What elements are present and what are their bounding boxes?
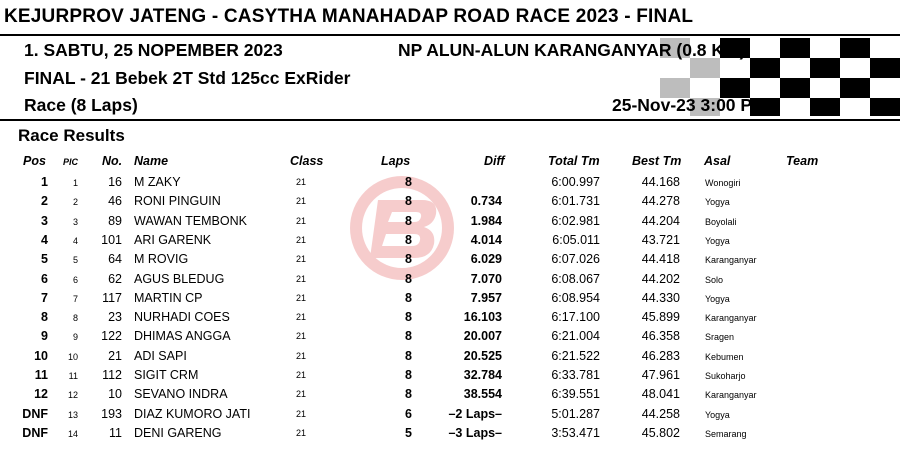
row-laps: 8: [405, 271, 412, 286]
row-pic: 2: [72, 197, 78, 208]
row-class: 21: [296, 196, 307, 207]
row-total-time: 6:17.100: [551, 310, 600, 325]
title-divider: [0, 34, 900, 36]
row-diff: 32.784: [463, 368, 502, 382]
row-laps: 8: [405, 213, 412, 228]
checker-square: [780, 38, 810, 58]
row-origin: Yogya: [705, 235, 730, 246]
venue: NP ALUN-ALUN KARANGANYAR (0.8 Km): [398, 40, 746, 60]
table-row: [0, 405, 900, 424]
event-title: KEJURPROV JATENG - CASYTHA MANAHADAP ROAD RACE 2023 - FINAL: [4, 6, 694, 27]
checker-square: [780, 78, 810, 98]
row-name: DHIMAS ANGGA: [134, 329, 231, 344]
row-origin: Kebumen: [705, 351, 744, 362]
checker-square: [810, 58, 840, 78]
row-origin: Yogya: [705, 197, 730, 208]
row-pos: 1: [41, 175, 48, 189]
row-class: 21: [296, 254, 307, 265]
row-origin: Yogya: [705, 409, 730, 420]
row-pos: DNF: [22, 425, 48, 440]
col-best: Best Tm: [632, 154, 682, 168]
row-diff: 20.525: [463, 348, 502, 363]
row-laps: 8: [405, 368, 412, 382]
col-laps: Laps: [381, 154, 411, 168]
row-diff: 16.103: [463, 310, 502, 325]
row-laps: 8: [405, 329, 412, 344]
row-pic: 8: [72, 313, 78, 324]
race-datetime: 25-Nov-23 3:00 PM: [612, 95, 767, 115]
row-name: MARTIN CP: [134, 290, 203, 305]
row-origin: Karanganyar: [705, 255, 757, 266]
col-no: No.: [102, 154, 123, 168]
row-class: 21: [296, 292, 307, 303]
table-row: [0, 385, 900, 404]
row-name: SIGIT CRM: [134, 368, 199, 382]
row-class: 21: [296, 408, 307, 419]
row-best-time: 44.278: [641, 194, 680, 209]
row-total-time: 6:07.026: [551, 252, 600, 267]
row-best-time: 45.802: [641, 425, 680, 440]
row-laps: 8: [405, 290, 412, 305]
row-pos: 6: [41, 271, 48, 286]
row-pos: 10: [34, 348, 48, 363]
row-name: DIAZ KUMORO JATI: [134, 406, 251, 421]
row-laps: 8: [405, 252, 412, 267]
col-name: Name: [134, 154, 169, 168]
row-pic: 1: [72, 178, 78, 188]
row-number: 117: [102, 290, 122, 305]
checker-square: [840, 38, 870, 58]
class-line: FINAL - 21 Bebek 2T Std 125cc ExRider: [24, 68, 351, 88]
row-pos: 2: [41, 194, 48, 209]
row-diff: 7.957: [470, 290, 502, 305]
row-best-time: 44.330: [641, 290, 680, 305]
row-pic: 4: [72, 235, 78, 246]
row-total-time: 6:08.954: [551, 290, 600, 305]
table-row: [0, 231, 900, 250]
table-row: [0, 366, 900, 385]
row-number: 64: [108, 252, 122, 267]
row-pos: DNF: [22, 406, 48, 421]
row-best-time: 44.202: [641, 271, 680, 286]
row-laps: 8: [405, 310, 412, 325]
col-asal: Asal: [704, 154, 731, 168]
row-number: 11: [109, 425, 122, 440]
row-total-time: 6:02.981: [551, 213, 600, 228]
row-diff: 4.014: [470, 232, 502, 247]
row-name: NURHADI COES: [134, 310, 230, 325]
row-total-time: 6:33.781: [551, 368, 600, 382]
row-best-time: 44.418: [641, 252, 680, 267]
row-laps: 8: [405, 232, 412, 247]
row-origin: Solo: [705, 274, 724, 285]
checker-square: [870, 58, 900, 78]
row-pic: 14: [67, 428, 78, 439]
row-number: 46: [108, 194, 122, 209]
row-class: 21: [296, 389, 307, 400]
col-total: Total Tm: [548, 154, 600, 168]
row-best-time: 46.283: [641, 348, 680, 363]
row-number: 16: [108, 175, 122, 189]
row-class: 21: [296, 177, 307, 187]
row-class: 21: [296, 427, 307, 438]
row-total-time: 6:21.004: [551, 329, 600, 344]
table-row: [0, 212, 900, 231]
row-total-time: 6:39.551: [551, 387, 600, 402]
row-origin: Boyolali: [705, 216, 737, 227]
row-diff: 0.734: [470, 194, 502, 209]
row-best-time: 44.258: [641, 406, 680, 421]
row-number: 122: [101, 329, 122, 344]
race-line: Race (8 Laps): [24, 95, 138, 115]
row-origin: Karanganyar: [705, 313, 757, 324]
row-origin: Sragen: [705, 332, 735, 343]
row-pic: 6: [72, 274, 78, 285]
section-title: Race Results: [18, 126, 125, 145]
row-pos: 5: [41, 252, 48, 267]
row-diff: 6.029: [470, 252, 502, 267]
row-best-time: 43.721: [641, 232, 680, 247]
row-laps: 8: [405, 348, 412, 363]
checker-square: [810, 98, 840, 116]
row-pic: 13: [67, 409, 78, 420]
row-best-time: 44.168: [641, 175, 680, 189]
table-row: [0, 327, 900, 346]
row-laps: 5: [405, 425, 412, 440]
row-total-time: 5:01.287: [551, 406, 600, 421]
row-laps: 8: [405, 194, 412, 209]
table-row: [0, 192, 900, 211]
checker-square: [870, 98, 900, 116]
row-class: 21: [296, 215, 307, 226]
row-number: 62: [108, 271, 122, 286]
row-total-time: 6:00.997: [551, 175, 600, 189]
row-class: 21: [296, 370, 307, 380]
row-diff: 38.554: [463, 387, 502, 402]
row-name: SEVANO INDRA: [134, 387, 228, 402]
row-pos: 9: [41, 329, 48, 344]
table-row: [0, 250, 900, 269]
row-name: RONI PINGUIN: [134, 194, 221, 209]
row-pos: 12: [34, 387, 48, 402]
row-name: WAWAN TEMBONK: [134, 213, 247, 228]
row-pic: 9: [72, 332, 78, 343]
row-pic: 11: [68, 371, 78, 381]
table-row: [0, 270, 900, 289]
row-origin: Wonogiri: [705, 178, 741, 188]
col-pic: PIC: [63, 157, 79, 167]
row-class: 21: [296, 234, 307, 245]
row-pic: 7: [72, 293, 78, 304]
row-pos: 8: [41, 310, 48, 325]
row-name: M ZAKY: [134, 175, 181, 189]
row-diff: 7.070: [470, 271, 502, 286]
col-pos: Pos: [23, 154, 46, 168]
row-best-time: 46.358: [641, 329, 680, 344]
row-number: 112: [102, 368, 122, 382]
row-laps: 8: [405, 175, 412, 189]
row-origin: Yogya: [705, 293, 730, 304]
checker-square: [690, 58, 720, 78]
row-name: AGUS BLEDUG: [134, 271, 225, 286]
row-number: 101: [101, 232, 122, 247]
row-class: 21: [296, 312, 307, 323]
row-laps: 8: [405, 387, 412, 402]
row-pos: 4: [41, 232, 48, 247]
row-best-time: 47.961: [641, 368, 680, 382]
checker-square: [840, 78, 870, 98]
table-row: [0, 424, 900, 443]
row-pos: 3: [41, 213, 48, 228]
col-team: Team: [786, 154, 819, 168]
row-pic: 12: [67, 390, 78, 401]
row-number: 89: [108, 213, 122, 228]
row-number: 193: [101, 406, 122, 421]
row-diff: –3 Laps–: [448, 425, 502, 440]
row-name: DENI GARENG: [134, 425, 222, 440]
row-number: 21: [108, 348, 122, 363]
date-line: 1. SABTU, 25 NOPEMBER 2023: [24, 40, 283, 60]
row-pic: 5: [72, 255, 78, 266]
table-row: [0, 289, 900, 308]
row-best-time: 45.899: [641, 310, 680, 325]
row-number: 23: [108, 310, 122, 325]
row-origin: Sukoharjo: [705, 371, 746, 381]
row-origin: Karanganyar: [705, 390, 757, 401]
row-pic: 3: [72, 216, 78, 227]
row-pos: 11: [34, 368, 48, 382]
col-class: Class: [290, 154, 324, 168]
row-name: ADI SAPI: [134, 348, 187, 363]
row-best-time: 44.204: [641, 213, 680, 228]
row-diff: –2 Laps–: [448, 406, 502, 421]
row-diff: 1.984: [470, 213, 502, 228]
table-row: [0, 173, 900, 192]
row-diff: 20.007: [463, 329, 502, 344]
row-origin: Semarang: [705, 428, 747, 439]
table-row: [0, 347, 900, 366]
row-laps: 6: [405, 406, 412, 421]
row-total-time: 6:05.011: [552, 232, 600, 247]
row-total-time: 6:01.731: [551, 194, 600, 209]
row-name: M ROVIG: [134, 252, 189, 267]
row-total-time: 6:08.067: [551, 271, 600, 286]
row-number: 10: [108, 387, 122, 402]
header-divider: [0, 119, 900, 121]
row-name: ARI GARENK: [134, 232, 212, 247]
row-best-time: 48.041: [641, 387, 680, 402]
row-class: 21: [296, 273, 307, 284]
row-class: 21: [296, 350, 307, 361]
row-total-time: 6:21.522: [551, 348, 600, 363]
row-class: 21: [296, 331, 307, 342]
row-pos: 7: [41, 290, 48, 305]
table-row: [0, 308, 900, 327]
row-pic: 10: [67, 351, 78, 362]
checker-square: [750, 58, 780, 78]
row-total-time: 3:53.471: [551, 425, 600, 440]
col-diff: Diff: [484, 154, 505, 168]
